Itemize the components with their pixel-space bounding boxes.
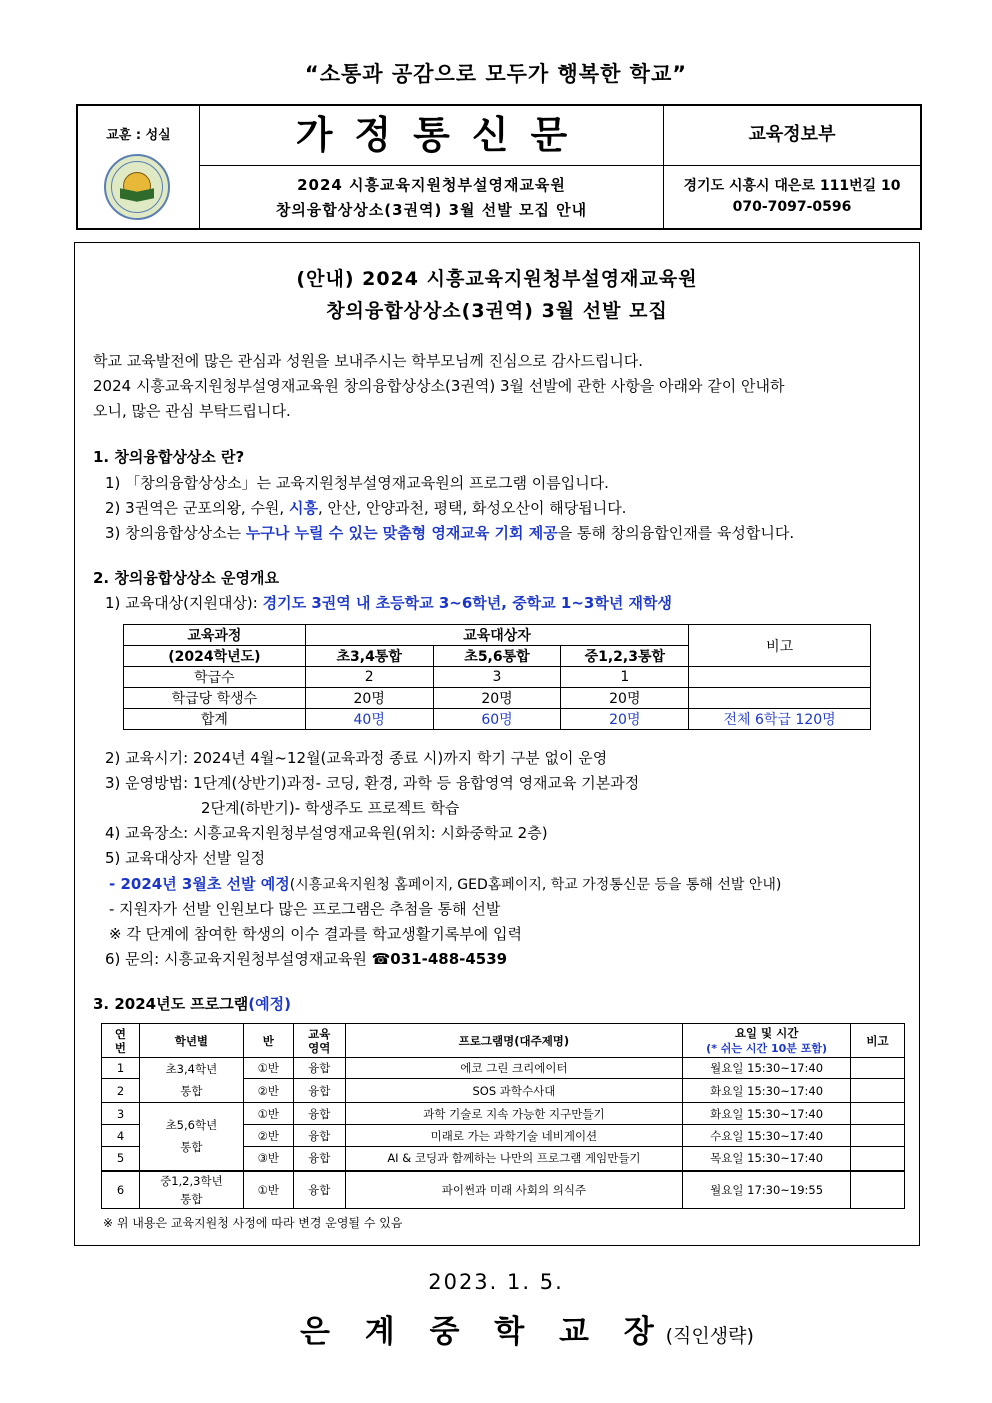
cell: 20명 [561, 709, 689, 730]
cell-area: 융합 [293, 1171, 345, 1209]
cell-note [851, 1147, 905, 1171]
cell-time: 월요일 15:30~17:40 [683, 1058, 851, 1079]
cell: 1 [561, 667, 689, 688]
cell: 20명 [561, 688, 689, 709]
table-row [124, 667, 871, 688]
seal-note: (직인생략) [665, 1325, 754, 1347]
letter-header [76, 104, 922, 230]
cell-no: 6 [102, 1171, 140, 1209]
subtitle-line-1: 2024 시흥교육지원청부설영재교육원 [297, 176, 566, 194]
issue-date: 2023. 1. 5. [428, 1270, 564, 1294]
cell-area: 융합 [293, 1079, 345, 1103]
cell-note [689, 667, 871, 688]
cell-area: 융합 [293, 1103, 345, 1125]
cell-area: 융합 [293, 1125, 345, 1147]
section-1-heading: 1. 창의융합상상소 란? [93, 448, 245, 466]
table-row [102, 1171, 905, 1209]
th-col-2: 초5,6통합 [433, 646, 561, 667]
school-address: 경기도 시흥시 대은로 111번길 10 [683, 178, 901, 194]
section-2-item-5-2: - 지원자가 선발 인원보다 많은 프로그램은 추첨을 통해 선발 [109, 900, 501, 918]
school-phone: 070-7097-0596 [732, 199, 852, 215]
section-1-item-2: 2) 3권역은 군포의왕, 수원, 시흥, 안산, 안양과천, 평택, 화성오산이 해당됩니다. [105, 499, 627, 517]
cell-class: ①반 [243, 1058, 293, 1079]
th-no: 연 번 [102, 1024, 140, 1058]
program-footnote: ※ 위 내용은 교육지원청 사정에 따라 변경 운영될 수 있음 [103, 1216, 403, 1230]
cell-note [851, 1058, 905, 1079]
cell-program: SOS 과학수사대 [345, 1079, 682, 1103]
th-time: 요일 및 시간 (* 쉬는 시간 10분 포함) [683, 1024, 851, 1058]
cell-note [689, 688, 871, 709]
row-label: 합계 [124, 709, 306, 730]
school-slogan: “소통과 공감으로 모두가 행복한 학교” [304, 62, 688, 86]
notice-title-line-1: (안내) 2024 시흥교육지원청부설영재교육원 [296, 268, 698, 290]
cell-no: 5 [102, 1147, 140, 1171]
intro-line-3: 오니, 많은 관심 부탁드립니다. [93, 402, 291, 420]
table-row [124, 709, 871, 730]
contact-phone: ☎031-488-4539 [371, 950, 508, 968]
cell: 60명 [433, 709, 561, 730]
cell-time: 목요일 15:30~17:40 [683, 1147, 851, 1171]
section-2-item-5-3: ※ 각 단계에 참여한 학생의 이수 결과를 학교생활기록부에 입력 [109, 925, 522, 943]
cell-note [851, 1125, 905, 1147]
section-2-item-1: 1) 교육대상(지원대상): 경기도 3권역 내 초등학교 3~6학년, 중학교 1~3학년 재학생 [105, 594, 673, 612]
section-2-item-3b: 2단계(하반기)- 학생주도 프로젝트 학습 [201, 799, 460, 817]
th-grade: 학년별 [139, 1024, 243, 1058]
cell: 2 [305, 667, 433, 688]
th-col-1: 초3,4통합 [305, 646, 433, 667]
section-2-item-6: 6) 문의: 시흥교육지원청부설영재교육원 ☎031-488-4539 [105, 950, 508, 968]
principal-signature: 은 계 중 학 교 장(직인생략) [300, 1314, 754, 1350]
document-title: 가정통신문 [200, 106, 664, 166]
th-target: 교육대상자 [305, 625, 688, 646]
cell-class: ①반 [243, 1171, 293, 1209]
cell-time: 수요일 15:30~17:40 [683, 1125, 851, 1147]
cell-class: ①반 [243, 1103, 293, 1125]
document-subtitle [200, 166, 664, 228]
cell: 20명 [433, 688, 561, 709]
cell-area: 융합 [293, 1147, 345, 1171]
cell-program: 미래로 가는 과학기술 네비게이션 [345, 1125, 682, 1147]
contact-info [664, 166, 920, 228]
cell-time: 화요일 15:30~17:40 [683, 1103, 851, 1125]
section-2-item-5-1: - 2024년 3월초 선발 예정(시흥교육지원청 홈페이지, GED홈페이지, 학교 가정통신문 등을 통해 선발 안내) [109, 875, 782, 893]
section-3-heading: 3. 2024년도 프로그램(예정) [93, 995, 291, 1013]
cell-grade: 초5,6학년 통합 [139, 1103, 243, 1171]
section-2-item-4: 4) 교육장소: 시흥교육지원청부설영재교육원(위치: 시화중학교 2층) [105, 824, 548, 842]
section-2-item-2: 2) 교육시기: 2024년 4월~12월(교육과정 종료 시)까지 학기 구분 없이 운영 [105, 749, 608, 767]
section-2-item-5: 5) 교육대상자 선발 일정 [105, 849, 266, 867]
table-row [102, 1103, 905, 1125]
section-2-heading: 2. 창의융합상상소 운영개요 [93, 569, 279, 587]
department-name: 교육정보부 [664, 106, 920, 166]
section-1-item-3: 3) 창의융합상상소는 누구나 누릴 수 있는 맞춤형 영재교육 기회 제공을 통해 창의융합인재를 육성합니다. [105, 524, 795, 542]
motto-cell [78, 106, 200, 228]
cell-program: 파이썬과 미래 사회의 의식주 [345, 1171, 682, 1209]
program-table [101, 1023, 905, 1209]
cell: 3 [433, 667, 561, 688]
cell: 20명 [305, 688, 433, 709]
school-emblem-icon [104, 154, 170, 220]
cell-no: 3 [102, 1103, 140, 1125]
target-table [123, 624, 871, 730]
cell: 40명 [305, 709, 433, 730]
cell-grade: 중1,2,3학년 통합 [139, 1171, 243, 1209]
row-label: 학급수 [124, 667, 306, 688]
cell-program: 과학 기술로 지속 가능한 지구만들기 [345, 1103, 682, 1125]
cell-class: ②반 [243, 1125, 293, 1147]
section-2-item-3a: 3) 운영방법: 1단계(상반기)과정- 코딩, 환경, 과학 등 융합영역 영재교육 기본과정 [105, 774, 640, 792]
highlight-opportunity: 누구나 누릴 수 있는 맞춤형 영재교육 기회 제공 [245, 524, 558, 542]
notice-title-line-2: 창의융합상상소(3권역) 3월 선발 모집 [326, 300, 668, 322]
cell-time: 월요일 17:30~19:55 [683, 1171, 851, 1209]
intro-line-1: 학교 교육발전에 많은 관심과 성원을 보내주시는 학부모님께 진심으로 감사드립니다. [93, 352, 644, 370]
subtitle-line-2: 창의융합상상소(3권역) 3월 선발 모집 안내 [275, 201, 588, 219]
section-1-item-1: 1) 「창의융합상상소」는 교육지원청부설영재교육원의 프로그램 이름입니다. [105, 474, 609, 492]
th-col-3: 중1,2,3통합 [561, 646, 689, 667]
cell-no: 1 [102, 1058, 140, 1079]
th-program: 프로그램명(대주제명) [345, 1024, 682, 1058]
cell-grade: 초3,4학년 통합 [139, 1058, 243, 1103]
th-area: 교육 영역 [293, 1024, 345, 1058]
notice-title [75, 263, 919, 327]
cell-no: 2 [102, 1079, 140, 1103]
cell-no: 4 [102, 1125, 140, 1147]
cell-note: 전체 6학급 120명 [689, 709, 871, 730]
highlight-schedule: - 2024년 3월초 선발 예정 [109, 875, 290, 893]
cell-class: ②반 [243, 1079, 293, 1103]
cell-note [851, 1171, 905, 1209]
cell-program: AI & 코딩과 함께하는 나만의 프로그램 게임만들기 [345, 1147, 682, 1171]
cell-note [851, 1079, 905, 1103]
cell-class: ③반 [243, 1147, 293, 1171]
cell-note [851, 1103, 905, 1125]
cell-time: 화요일 15:30~17:40 [683, 1079, 851, 1103]
table-row [102, 1058, 905, 1079]
cell-program: 에코 그린 크리에이터 [345, 1058, 682, 1079]
th-year: (2024학년도) [124, 646, 306, 667]
cell-area: 융합 [293, 1058, 345, 1079]
th-note: 비고 [851, 1024, 905, 1058]
table-row [124, 688, 871, 709]
th-note: 비고 [689, 625, 871, 667]
th-class: 반 [243, 1024, 293, 1058]
notice-body [74, 242, 920, 1246]
row-label: 학급당 학생수 [124, 688, 306, 709]
th-course: 교육과정 [124, 625, 306, 646]
intro-line-2: 2024 시흥교육지원청부설영재교육원 창의융합상상소(3권역) 3월 선발에 관한 사항을 아래와 같이 안내하 [93, 377, 785, 395]
school-motto: 교훈 : 성실 [106, 128, 171, 143]
highlight-target: 경기도 3권역 내 초등학교 3~6학년, 중학교 1~3학년 재학생 [262, 594, 673, 612]
highlight-siheung: 시흥 [288, 499, 318, 517]
